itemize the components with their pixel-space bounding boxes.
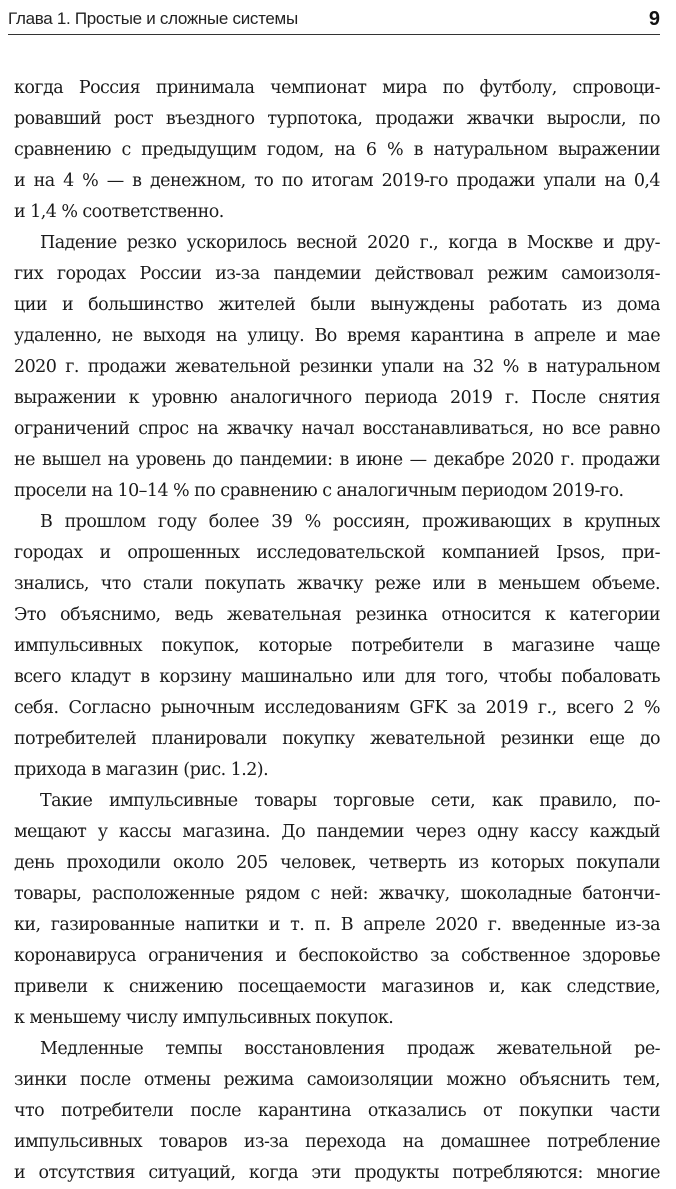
text-line: просели на 10–14 % по сравнению с аналогичным периодом 2019-го. (14, 481, 624, 501)
text-line: коронавируса ограничения и беспокойство за собственное здоровье (14, 946, 660, 966)
text-line: Медленные темпы восстановления продаж жевательной ре- (40, 1039, 660, 1059)
text-line: 2020 г. продажи жевательной резинки упали на 32 % в натуральном (14, 357, 660, 377)
text-line: импульсивных покупок, которые потребители в магазине чаще (14, 636, 660, 656)
body-text (14, 73, 660, 1189)
text-line: В прошлом году более 39 % россиян, проживающих в крупных (40, 512, 660, 532)
text-line: выражении к уровню аналогичного периода 2019 г. После снятия (14, 388, 660, 408)
text-line: всего кладут в корзину машинально или для того, чтобы побаловать (14, 667, 660, 687)
text-line: знались, что стали покупать жвачку реже или в меньшем объеме. (14, 574, 660, 594)
text-line: привели к снижению посещаемости магазинов и, как следствие, (14, 977, 660, 997)
text-line: день проходили около 205 человек, четверть из которых покупали (14, 853, 660, 873)
text-line: сравнению с предыдущим годом, на 6 % в натуральном выражении (14, 140, 660, 160)
text-line: и 1,4 % соответственно. (14, 202, 224, 222)
page-number: 9 (648, 7, 660, 30)
text-line: когда Россия принимала чемпионат мира по футболу, спровоци- (14, 78, 660, 98)
text-line: Это объяснимо, ведь жевательная резинка относится к категории (14, 605, 660, 625)
text-line: не вышел на уровень до пандемии: в июне — декабре 2020 г. продажи (14, 450, 660, 470)
text-line: ограничений спрос на жвачку начал восстанавливаться, но все равно (14, 419, 660, 439)
text-line: ки, газированные напитки и т. п. В апреле 2020 г. введенные из-за (14, 915, 660, 935)
text-line: импульсивных товаров из-за перехода на домашнее потребление (14, 1132, 660, 1152)
text-line: Такие импульсивные товары торговые сети, как правило, по- (40, 791, 660, 811)
text-line: и отсутствия ситуаций, когда эти продукты потребляются: многие (14, 1163, 660, 1183)
text-line: и на 4 % — в денежном, то по итогам 2019-го продажи упали на 0,4 (14, 171, 660, 191)
text-line: мещают у кассы магазина. До пандемии через одну кассу каждый (14, 822, 660, 842)
text-line: зинки после отмены режима самоизоляции можно объяснить тем, (14, 1070, 660, 1090)
running-header (8, 4, 660, 35)
text-line: себя. Согласно рыночным исследованиям GFK за 2019 г., всего 2 % (14, 698, 660, 718)
text-line: ровавший рост въездного турпотока, продажи жвачки выросли, по (14, 109, 660, 129)
text-line: к меньшему числу импульсивных покупок. (14, 1008, 394, 1028)
text-line: прихода в магазин (рис. 1.2). (14, 760, 269, 780)
text-line: городах и опрошенных исследовательской компанией Ipsos, при- (14, 543, 660, 563)
text-line: потребителей планировали покупку жевательной резинки еще до (14, 729, 660, 749)
text-line: гих городах России из-за пандемии действовал режим самоизоля- (14, 264, 660, 284)
text-line: Падение резко ускорилось весной 2020 г., когда в Москве и дру- (40, 233, 660, 253)
chapter-title: Глава 1. Простые и сложные системы (8, 9, 298, 28)
text-line: что потребители после карантина отказались от покупки части (14, 1101, 660, 1121)
text-line: ции и большинство жителей были вынуждены работать из дома (14, 295, 660, 315)
text-line: товары, расположенные рядом с ней: жвачку, шоколадные батончи- (14, 884, 660, 904)
text-line: удаленно, не выходя на улицу. Во время карантина в апреле и мае (14, 326, 660, 346)
